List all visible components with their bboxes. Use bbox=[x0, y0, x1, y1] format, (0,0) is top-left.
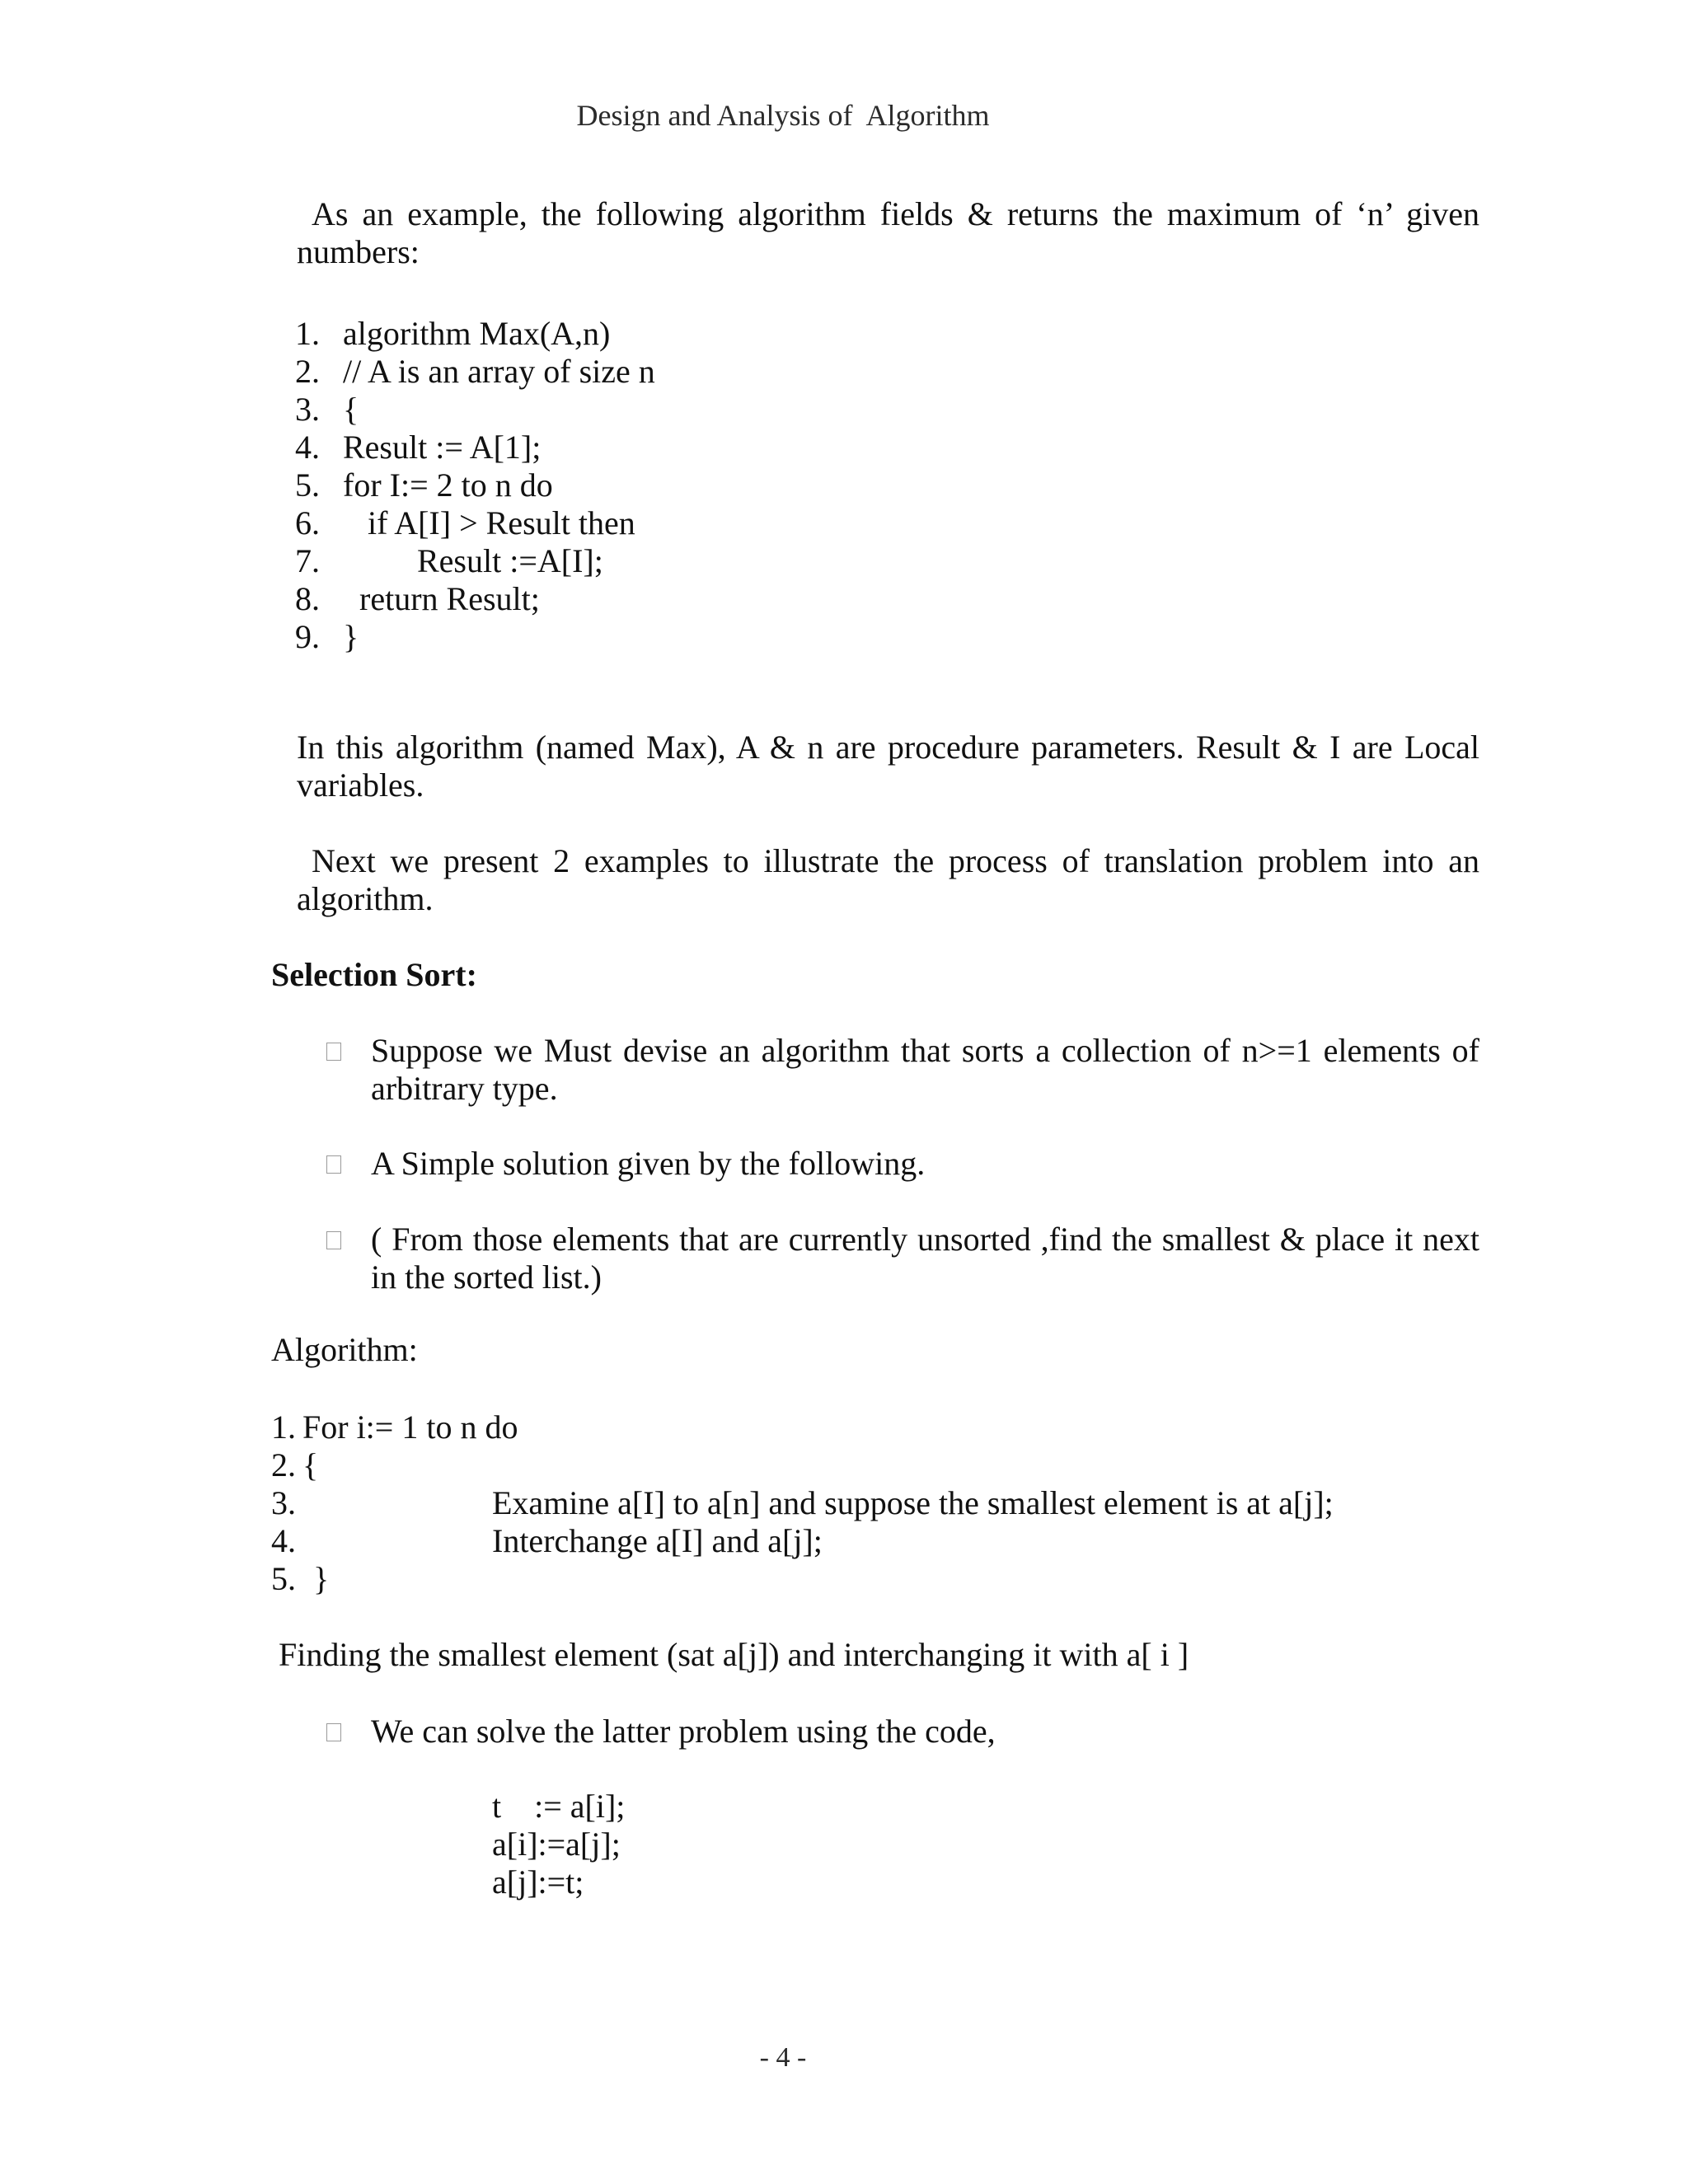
code-line: // A is an array of size n bbox=[343, 353, 655, 390]
next-paragraph: Next we present 2 examples to illustrate the process of translation problem into an algorithm. bbox=[297, 842, 1479, 917]
bullet-item: ( From those elements that are currently unsorted ,find the smallest & place it next in the sorted list.) bbox=[371, 1221, 1479, 1296]
line-number: 1. bbox=[295, 315, 320, 352]
line-number: 2. bbox=[271, 1446, 296, 1483]
line-number: 1. bbox=[271, 1408, 296, 1446]
line-number: 5. bbox=[295, 466, 320, 504]
code-line: if A[I] > Result then bbox=[343, 504, 635, 541]
bullet-item: A Simple solution given by the following. bbox=[371, 1145, 926, 1182]
code-line: For i:= 1 to n do bbox=[302, 1408, 518, 1446]
line-number: 8. bbox=[295, 580, 320, 617]
line-number: 2. bbox=[295, 353, 320, 390]
code-line: Result :=A[I]; bbox=[343, 542, 603, 579]
line-number: 3. bbox=[271, 1484, 296, 1521]
checkbox-bullet-icon bbox=[326, 1231, 341, 1249]
line-number: 5. bbox=[271, 1560, 304, 1597]
checkbox-bullet-icon bbox=[326, 1043, 341, 1061]
code-line: a[i]:=a[j]; bbox=[492, 1825, 621, 1863]
code-line: Interchange a[I] and a[j]; bbox=[492, 1522, 823, 1559]
line-number: 6. bbox=[295, 504, 320, 541]
code-line: Examine a[I] to a[n] and suppose the smallest element is at a[j]; bbox=[492, 1484, 1334, 1521]
page-header: Design and Analysis of Algorithm bbox=[576, 99, 990, 132]
code-line: { bbox=[343, 391, 359, 428]
code-line: return Result; bbox=[343, 580, 540, 617]
bullet-item: We can solve the latter problem using the code, bbox=[371, 1713, 996, 1750]
checkbox-bullet-icon bbox=[326, 1723, 341, 1741]
checkbox-bullet-icon bbox=[326, 1155, 341, 1174]
code-line: Result := A[1]; bbox=[343, 429, 542, 466]
page-number: - 4 - bbox=[759, 2042, 807, 2073]
bullet-item: Suppose we Must devise an algorithm that sorts a collection of n>=1 elements of arbitrary type. bbox=[371, 1032, 1479, 1107]
code-line: } bbox=[313, 1560, 330, 1597]
line-number: 3. bbox=[295, 391, 320, 428]
section-heading: Selection Sort: bbox=[271, 956, 477, 993]
code-line: t := a[i]; bbox=[492, 1788, 626, 1825]
code-line: for I:= 2 to n do bbox=[343, 466, 553, 504]
line-number: 9. bbox=[295, 618, 320, 655]
algorithm-label: Algorithm: bbox=[271, 1331, 418, 1368]
code-line: { bbox=[302, 1446, 319, 1483]
params-paragraph: In this algorithm (named Max), A & n are procedure parameters. Result & I are Local variables. bbox=[297, 729, 1479, 804]
line-number: 4. bbox=[295, 429, 320, 466]
intro-paragraph: As an example, the following algorithm fields & returns the maximum of ‘n’ given numbers: bbox=[297, 195, 1479, 270]
code-line: a[j]:=t; bbox=[492, 1863, 584, 1900]
line-number: 7. bbox=[295, 542, 320, 579]
finding-paragraph: Finding the smallest element (sat a[j]) and interchanging it with a[ i ] bbox=[279, 1636, 1189, 1673]
code-line: } bbox=[343, 618, 359, 655]
line-number: 4. bbox=[271, 1522, 296, 1559]
code-line: algorithm Max(A,n) bbox=[343, 315, 611, 352]
